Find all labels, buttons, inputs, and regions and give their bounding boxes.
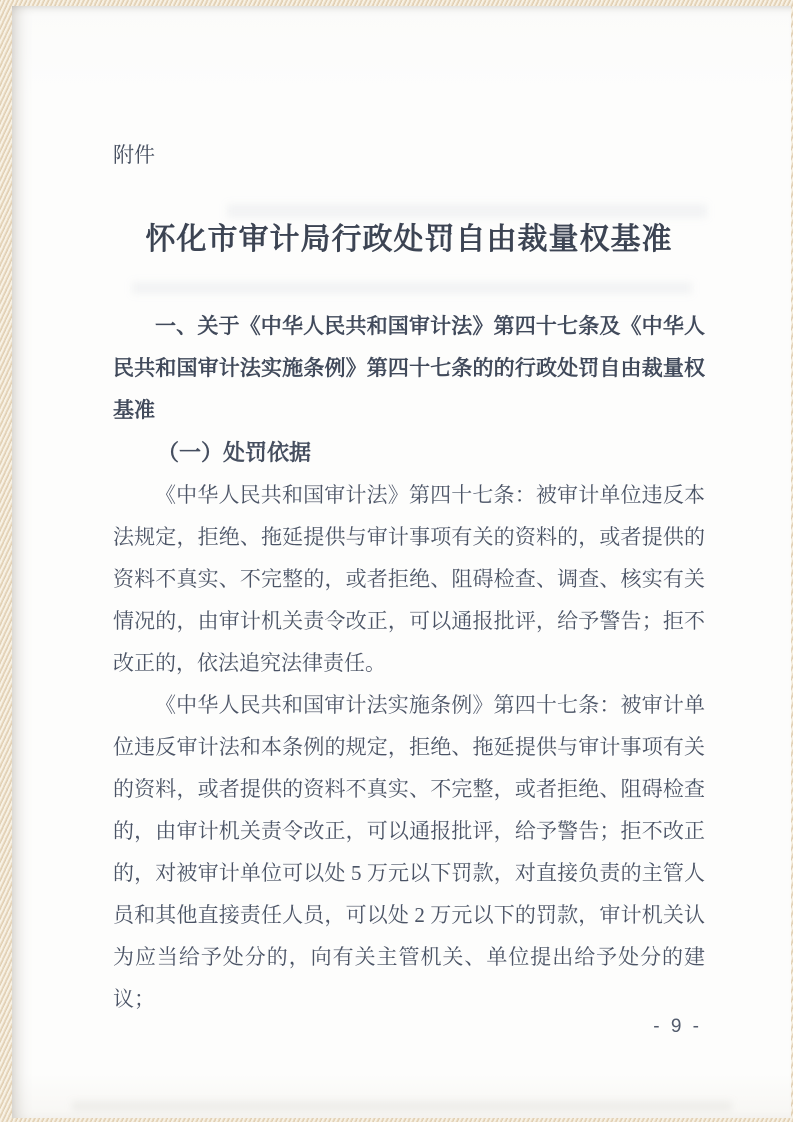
paragraph-audit-law-article-47: 《中华人民共和国审计法》第四十七条：被审计单位违反本法规定，拒绝、拖延提供与审计事项有关的资料的，或者提供的资料不真实、不完整的，或者拒绝、阻碍检查、调查、核实有关情况的，由审计机关责令改正，可以通报批评，给予警告；拒不改正的，依法追究法律责任。 (113, 483, 705, 675)
section-heading: 一、关于《中华人民共和国审计法》第四十七条及《中华人民共和国审计法实施条例》第四十七条的的行政处罚自由裁量权基准 (113, 315, 705, 422)
page-number: - 9 - (653, 1016, 702, 1037)
document-page (12, 6, 791, 1118)
ink-bleed-artifact (227, 204, 707, 218)
subsection-heading-penalty-basis: （一）处罚依据 (157, 440, 312, 465)
ink-bleed-artifact (72, 1101, 732, 1111)
ink-bleed-artifact (132, 282, 692, 294)
attachment-label: 附件 (113, 144, 155, 167)
document-title: 怀化市审计局行政处罚自由裁量权基准 (145, 223, 673, 256)
paragraph-implementation-regulations-article-47: 《中华人民共和国审计法实施条例》第四十七条：被审计单位违反审计法和本条例的规定，拒绝、拖延提供与审计事项有关的资料，或者提供的资料不真实、不完整，或者拒绝、阻碍检查的，由审计机关责令改正，可以通报批评，给予警告；拒不改正的，对被审计单位可以处 5 万元以下罚款，对直接负责的主管人员和其他直接责任人员，可以处 2 万元以下的罚款，审计机关认为应当给予处分的，向有关主管机关、单位提出给予处分的建议； (113, 693, 705, 1011)
